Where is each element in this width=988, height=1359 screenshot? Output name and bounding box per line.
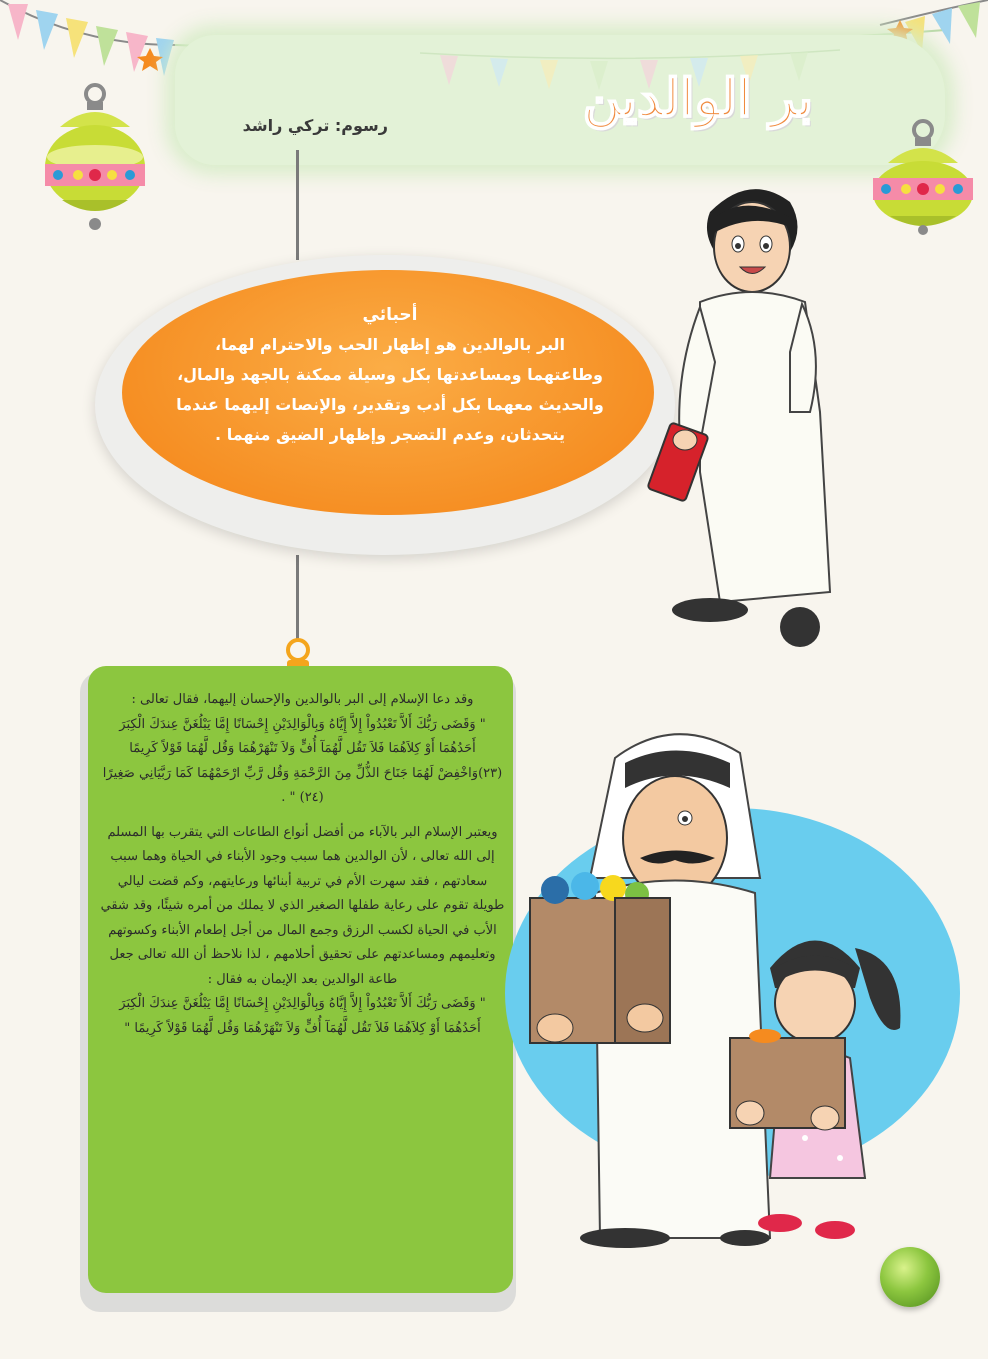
speech-line: البر بالوالدين هو إظهار الحب والاحترام لهما، xyxy=(215,335,565,354)
speech-line: وطاعتهما ومساعدتها بكل وسيلة ممكنة بالجهد والمال، xyxy=(177,365,603,384)
hanging-line xyxy=(296,150,299,260)
lantern-icon xyxy=(868,118,978,278)
quran-verse: " وَقَضَى رَبُّكَ أَلاَّ تَعْبُدُواْ إِلاَّ إِيَّاهُ وَبِالْوَالِدَيْنِ إِحْسَانًا إِمَّا يَبْلُغَنَّ عِندَكَ الْكِبَرَ أَحَدُهُمَا أَوْ كِلاَهُمَا فَلاَ تَقُل لَّهُمَآ أُفٍّ وَلاَ تَنْهَرْهُمَا وَقُل لَّهُمَا قَوْلاً كَرِيمًا " xyxy=(119,996,486,1036)
page-dot-icon xyxy=(880,1247,940,1307)
page-title: بر الوالدين xyxy=(582,68,813,129)
lantern-icon xyxy=(40,82,150,242)
quran-verse: " وَقَضَى رَبُّكَ أَلاَّ تَعْبُدُواْ إِلاَّ إِيَّاهُ وَبِالْوَالِدَيْنِ إِحْسَانًا إِمَّا يَبْلُغَنَّ عِندَكَ الْكِبَرَ أَحَدُهُمَا أَوْ كِلاَهُمَا فَلاَ تَقُل لَّهُمَآ أُفٍّ وَلاَ تَنْهَرْهُمَا وَقُل لَّهُمَا قَوْلاً كَرِيمًا (٢٣)وَاخْفِضْ لَهُمَا جَنَاحَ الذُّلِّ مِنَ الرَّحْمَةِ وَقُل رَّبِّ ارْحَمْهُمَا كَمَا رَبَّيَانِي صَغِيرًا (٢٤) " . xyxy=(102,716,503,805)
article-intro: وقد دعا الإسلام إلى البر بالوالدين والإحسان إليهما، فقال تعالى : xyxy=(131,692,474,707)
speech-line: والحديث معهما بكل أدب وتقدير، والإنصات إليهما عندما xyxy=(176,395,604,414)
article-body: ويعتبر الإسلام البر بالآباء من أفضل أنواع الطاعات التي يتقرب بها المسلم إلى الله تعالى ، لأن الوالدين هما سبب وجود الأبناء في الحياة وهما سبب سعادتهم ، فقد سهرت الأم في تربية أبنائها ورعايتهم، وكم قضت ليالي طويلة تقوم على رعاية طفلها الصغير الذي لا يملك من أمره شيئًا، وقد شقي الأب في الحياة لكسب الرزق وجمع المال من أجل إطعام الأبناء وكسوتهم وتعليمهم ومساعدتهم على تحقيق أحلامهم ، لذا نلاحظ أن الله تعالى جعل طاعة الوالدين بعد الإيمان به فقال : xyxy=(100,824,505,987)
article-text xyxy=(100,688,505,1041)
illustrator-credit: رسوم: تركي راشد xyxy=(242,116,388,135)
speech-line: يتحدثان، وعدم التضجر وإظهار الضيق منهما . xyxy=(215,425,565,444)
father-daughter-illustration xyxy=(525,718,925,1258)
speech-greeting: أحبائي xyxy=(362,305,418,325)
speech-text xyxy=(130,300,650,450)
hanging-line xyxy=(296,555,299,640)
young-man-illustration xyxy=(640,172,870,652)
